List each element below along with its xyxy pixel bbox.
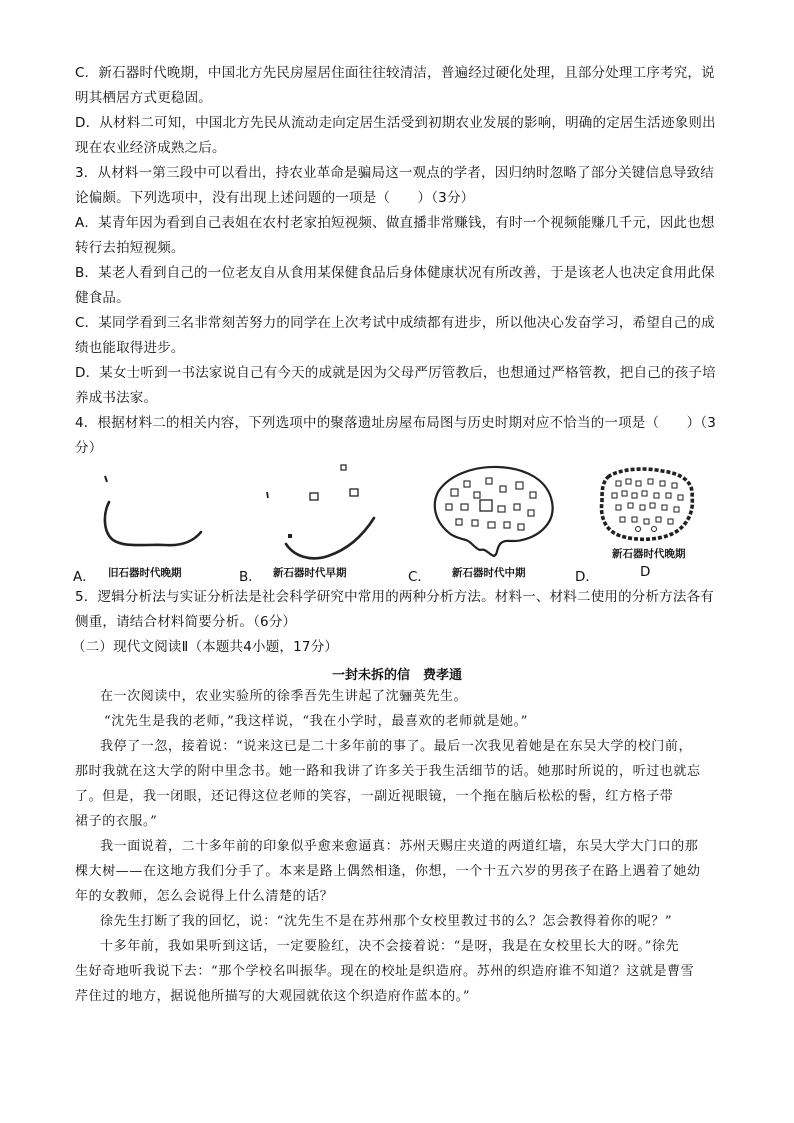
- article-paragraph-line: “沈先生是我的老师，”我这样说，“我在小学时，最喜欢的老师就是她。”: [104, 714, 528, 729]
- q3-option-b-line-1: B．某老人看到自己的一位老友自从食用某保健食品后身体健康状况有所改善，于是该老人也决定食用此保: [75, 265, 715, 281]
- settlement-layout-figure-a: [95, 474, 215, 554]
- option-d-line-2: 现在农业经济成熟之后。: [75, 140, 226, 156]
- q3-option-d-line-1: D．某女士听到一书法家说自己有今天的成就是因为父母严厉管教后，也想通过严格管教，把自己的孩子培: [75, 365, 716, 381]
- figure-d-letter: D．: [575, 569, 599, 585]
- q3-option-c-line-2: 绩也能取得进步。: [75, 340, 185, 356]
- settlement-layout-figure-b: [262, 462, 387, 562]
- settlement-layout-figure-c: [428, 464, 558, 559]
- option-d-line-1: D．从材料二可知，中国北方先民从流动走向定居生活受到初期农业发展的影响，明确的定居生活迹象则出: [75, 115, 716, 131]
- option-c-line-2: 明其栖居方式更稳固。: [75, 90, 212, 106]
- article-paragraph-line: 那时我就在这大学的附中里念书。她一路和我讲了许多关于我生活细节的话。她那时所说的，听过也就忘: [75, 764, 701, 779]
- article-title: 一封未拆的信 费孝通: [331, 668, 462, 683]
- article-paragraph-line: 年的女教师，怎么会说得上什么清楚的话？: [75, 889, 334, 904]
- figure-a-caption: 旧石器时代晚期: [108, 567, 182, 579]
- question-3-line-1: 3．从材料一第三段中可以看出，持农业革命是骗局这一观点的学者，因归纳时忽略了部分关键信息导致结: [75, 165, 714, 181]
- article-paragraph-line: 我一面说着，二十多年前的印象似乎愈来愈逼真：苏州天赐庄夹道的两道红墙，东吴大学大门口的那: [100, 839, 699, 854]
- figure-d-letter-label: D: [640, 564, 651, 580]
- figure-c-letter: C．: [408, 569, 431, 585]
- article-paragraph-line: 棵大树——在这地方我们分手了。本来是路上偶然相逢，你想，一个十五六岁的男孩子在路上遇着了她幼: [75, 864, 701, 879]
- article-paragraph-line: 裙子的衣服。”: [75, 814, 158, 829]
- question-3-line-2: 论偏颇。下列选项中，没有出现上述问题的一项是（ ）（3分）: [75, 190, 475, 206]
- question-4-line-2: 分）: [75, 440, 103, 456]
- figure-b-letter: B．: [239, 569, 262, 585]
- article-paragraph-line: 我停了一忽，接着说：“说来这已是二十多年前的事了。最后一次我见着她是在东吴大学的校门前，: [100, 739, 693, 754]
- article-paragraph-line: 十多年前，我如果听到这话，一定要脸红，决不会接着说：“是呀，我是在女校里长大的呀。”徐先: [100, 939, 680, 954]
- article-paragraph-line: 在一次阅读中，农业实验所的徐季吾先生讲起了沈骊英先生。: [100, 689, 468, 704]
- question-5-line-1: 5．逻辑分析法与实证分析法是社会科学研究中常用的两种分析方法。材料一、材料二使用的分析方法各有: [75, 589, 714, 605]
- figure-a-letter: A．: [73, 569, 96, 585]
- option-c-line-1: C．新石器时代晚期，中国北方先民房屋居住面往往较清洁，普遍经过硬化处理，且部分处理工序考究，说: [75, 65, 715, 81]
- article-paragraph-line: 了。但是，我一闭眼，还记得这位老师的笑容，一副近视眼镜，一个拖在脑后松松的髻，红方格子带: [75, 789, 674, 804]
- figure-b-caption: 新石器时代早期: [273, 567, 347, 579]
- q3-option-d-line-2: 养成书法家。: [75, 390, 158, 406]
- q3-option-b-line-2: 健食品。: [75, 290, 130, 306]
- section-heading: （二）现代文阅读Ⅱ（本题共4小题，17分）: [72, 639, 339, 655]
- figure-d-caption: 新石器时代晚期: [612, 548, 686, 560]
- article-paragraph-line: 徐先生打断了我的回忆，说：“沈先生不是在苏州那个女校里教过书的么？怎会教得着你的呢？”: [100, 914, 673, 929]
- settlement-layout-figure-d: [598, 467, 698, 542]
- q3-option-a-line-1: A．某青年因为看到自己表姐在农村老家拍短视频、做直播非常赚钱，有时一个视频能赚几千元，因此也想: [75, 215, 715, 231]
- figure-c-caption: 新石器时代中期: [452, 567, 526, 579]
- article-paragraph-line: 生好奇地听我说下去：“那个学校名叫振华。现在的校址是织造府。苏州的织造府谁不知道？这就是曹雪: [75, 964, 695, 979]
- question-5-line-2: 侧重，请结合材料简要分析。（6分）: [75, 614, 297, 630]
- q3-option-a-line-2: 转行去拍短视频。: [75, 240, 185, 256]
- question-4-line-1: 4．根据材料二的相关内容，下列选项中的聚落遗址房屋布局图与历史时期对应不恰当的一项是（ ）（3: [75, 415, 717, 431]
- q3-option-c-line-1: C．某同学看到三名非常刻苦努力的同学在上次考试中成绩都有进步，所以他决心发奋学习，希望自己的成: [75, 315, 715, 331]
- article-paragraph-line: 芹住过的地方，据说他所描写的大观园就依这个织造府作蓝本的。”: [75, 989, 471, 1004]
